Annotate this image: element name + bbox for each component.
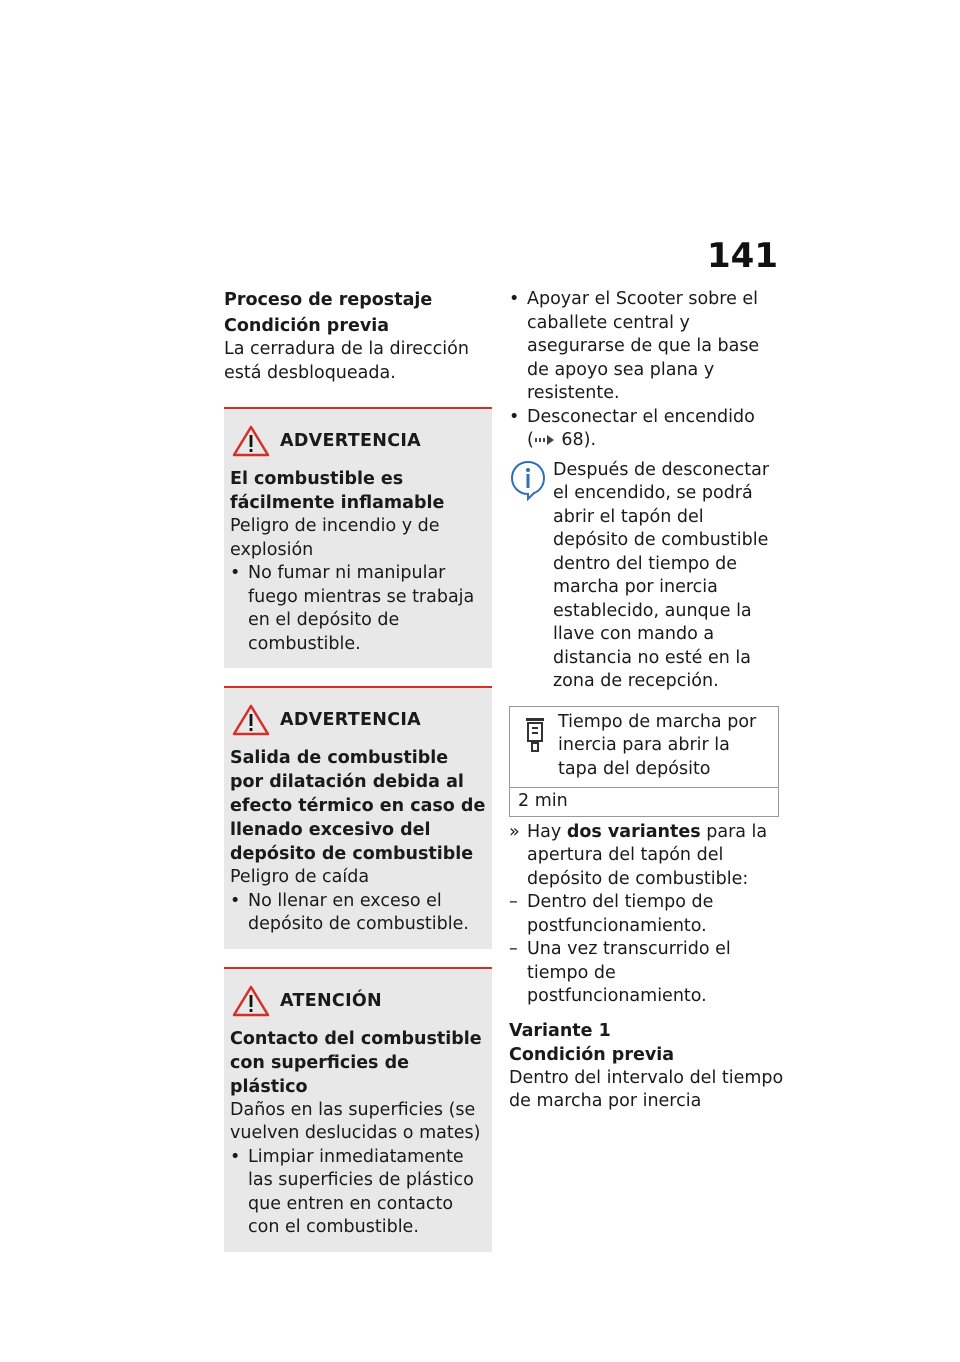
page-number: 141 bbox=[707, 236, 778, 276]
caution-heading: Contacto del combustible con superficies de plástico bbox=[230, 1028, 482, 1097]
warning-bullet: • No llenar en exceso el depósito de combustible. bbox=[230, 890, 469, 934]
timer-table bbox=[509, 706, 779, 817]
condition-text: La cerradura de la dirección está desbloqueada. bbox=[224, 339, 469, 383]
section-heading: Proceso de repostaje bbox=[224, 290, 433, 310]
left-column bbox=[224, 288, 492, 1252]
timer-table-title: Tiempo de marcha por inercia para abrir la tapa del depósito bbox=[558, 711, 757, 779]
timer-table-header bbox=[510, 707, 778, 789]
page-reference-arrow-icon bbox=[534, 433, 556, 447]
result-line: » Hay dos variantes para la apertura del tapón del depósito de combustible: bbox=[509, 821, 768, 889]
variant-heading: Variante 1 bbox=[509, 1020, 611, 1041]
caution-bullet: • Limpiar inmediatamente las superficies de plástico que entren en contacto con el combustible. bbox=[230, 1146, 474, 1237]
warning-heading: Salida de combustible por dilatación debida al efecto térmico en caso de llenado excesivo del depósito de combustible bbox=[230, 748, 486, 864]
variant-condition-heading: Condición previa bbox=[509, 1044, 675, 1065]
caution-box bbox=[224, 967, 492, 1252]
warning-triangle-icon bbox=[232, 985, 270, 1017]
timer-icon bbox=[518, 715, 552, 757]
warning-text: Peligro de incendio y de explosión bbox=[230, 516, 440, 560]
warning-box-1 bbox=[224, 407, 492, 668]
step-bullet-2: • Desconectar el encendido ( 68). bbox=[509, 406, 755, 450]
caution-title: ATENCIÓN bbox=[280, 990, 382, 1011]
info-text: Después de desconectar el encendido, se podrá abrir el tapón del depósito de combustible dentro del tiempo de marcha por inercia establecido, aunque la llave con mando a distancia no esté en la zona de recepción. bbox=[553, 459, 770, 691]
variant-text: Dentro del intervalo del tiempo de marcha por inercia bbox=[509, 1067, 784, 1111]
warning-title: ADVERTENCIA bbox=[280, 431, 421, 451]
dash-item-2: – Una vez transcurrido el tiempo de postfuncionamiento. bbox=[509, 939, 731, 1006]
warning-box-2 bbox=[224, 686, 492, 949]
right-column bbox=[509, 288, 784, 1114]
info-note bbox=[509, 459, 784, 694]
dash-item-1: – Dentro del tiempo de postfuncionamiento. bbox=[509, 892, 714, 936]
warning-triangle-icon bbox=[232, 704, 270, 736]
timer-table-value: 2 min bbox=[518, 791, 568, 811]
warning-triangle-icon bbox=[232, 425, 270, 457]
warning-title: ADVERTENCIA bbox=[280, 710, 421, 730]
step-bullet-1: • Apoyar el Scooter sobre el caballete central y asegurarse de que la base de apoyo sea plana y resistente. bbox=[509, 289, 760, 403]
warning-text: Peligro de caída bbox=[230, 867, 370, 887]
warning-bullet: • No fumar ni manipular fuego mientras se trabaja en el depósito de combustible. bbox=[230, 563, 475, 654]
caution-text: Daños en las superficies (se vuelven deslucidas o mates) bbox=[230, 1099, 481, 1143]
info-icon bbox=[509, 459, 547, 501]
warning-heading: El combustible es fácilmente inflamable bbox=[230, 469, 445, 513]
condition-heading: Condición previa bbox=[224, 316, 390, 336]
